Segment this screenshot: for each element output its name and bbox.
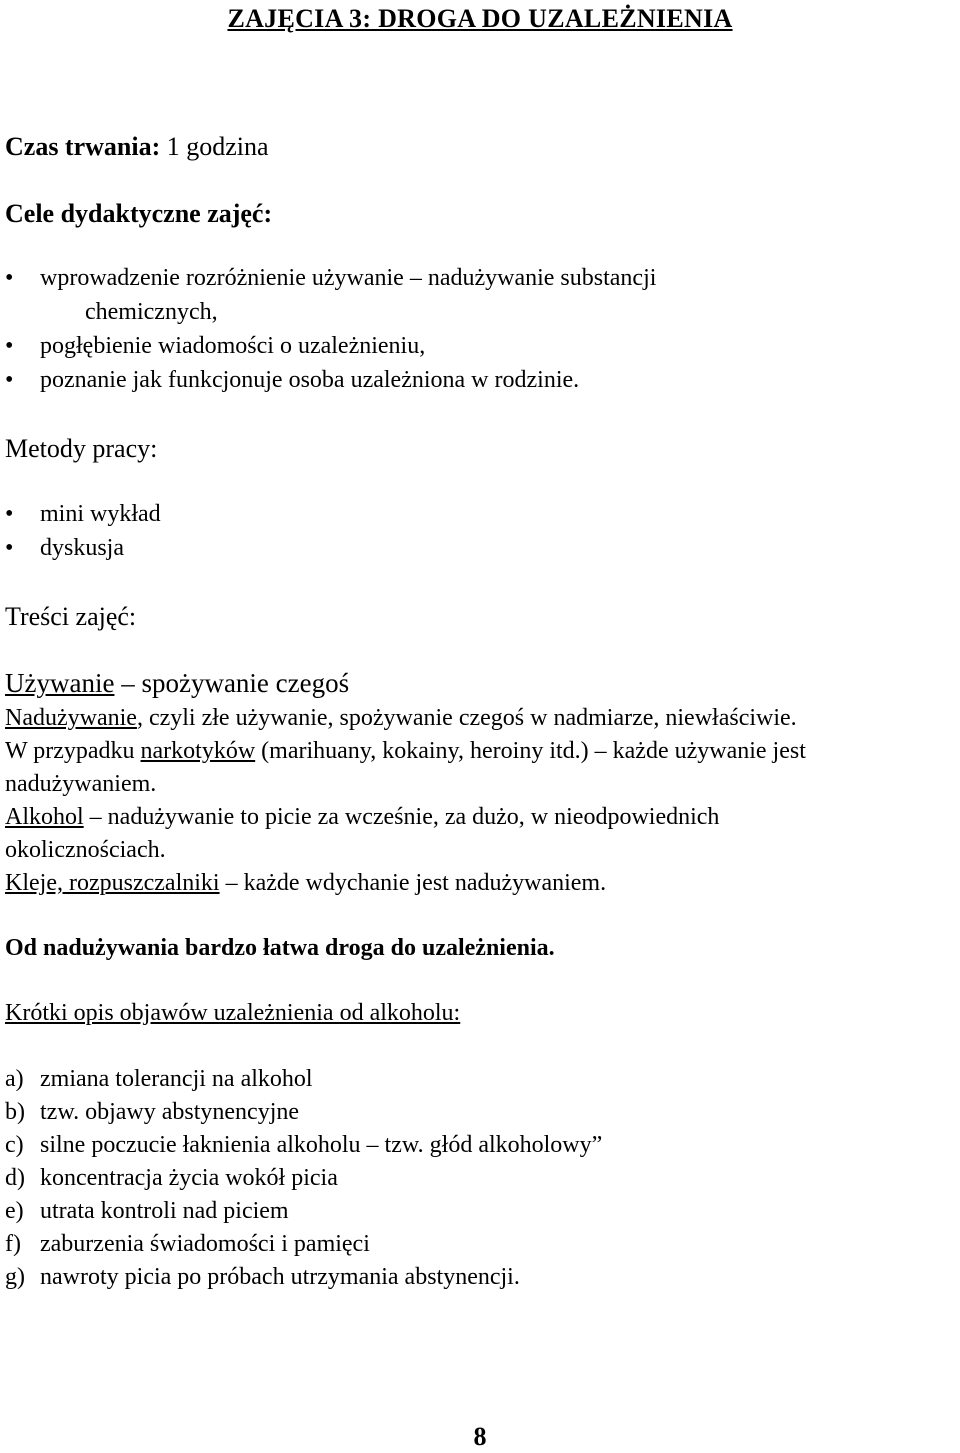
bullet-icon: • xyxy=(5,265,14,291)
list-marker: e) xyxy=(5,1198,24,1224)
symptom-text: utrata kontroli nad piciem xyxy=(40,1198,289,1224)
definition-line xyxy=(5,702,797,735)
definition-continuation: okolicznościach. xyxy=(5,837,166,863)
term: Alkohol xyxy=(5,804,84,830)
page-title: ZAJĘCIA 3: DROGA DO UZALEŻNIENIA xyxy=(227,4,733,33)
list-marker: a) xyxy=(5,1066,24,1092)
symptom-text: nawroty picia po próbach utrzymania abstynencji. xyxy=(40,1264,520,1290)
list-marker: f) xyxy=(5,1231,21,1257)
definition-line xyxy=(5,801,719,834)
bold-statement: Od nadużywania bardzo łatwa droga do uzależnienia. xyxy=(5,935,555,961)
list-marker: b) xyxy=(5,1099,25,1125)
term: narkotyków xyxy=(140,738,256,764)
duration-value: 1 godzina xyxy=(160,132,269,161)
goal-text: wprowadzenie rozróżnienie używanie – nadużywanie substancji xyxy=(40,265,657,291)
definition-line xyxy=(5,735,806,768)
term: Kleje, rozpuszczalniki xyxy=(5,870,220,896)
duration-label: Czas trwania: xyxy=(5,132,161,161)
definition-text: (marihuany, kokainy, heroiny itd.) – każde używanie jest xyxy=(255,738,806,764)
symptom-text: zmiana tolerancji na alkohol xyxy=(40,1066,313,1092)
method-text: dyskusja xyxy=(40,535,124,561)
goal-text: pogłębienie wiadomości o uzależnieniu, xyxy=(40,333,426,359)
symptom-text: tzw. objawy abstynencyjne xyxy=(40,1099,300,1125)
symptom-text: koncentracja życia wokół picia xyxy=(40,1165,338,1191)
definition-line xyxy=(5,867,606,900)
bullet-icon: • xyxy=(5,333,14,359)
definition-text: W przypadku xyxy=(5,738,141,764)
content-heading: Treści zajęć: xyxy=(5,602,137,631)
definition-text: , czyli złe używanie, spożywanie czegoś w nadmiarze, niewłaściwie. xyxy=(136,705,797,731)
symptom-text: silne poczucie łaknienia alkoholu – tzw. głód alkoholowy” xyxy=(40,1132,603,1158)
list-marker: c) xyxy=(5,1132,24,1158)
goals-heading: Cele dydaktyczne zajęć: xyxy=(5,199,273,228)
symptoms-heading: Krótki opis objawów uzależnienia od alkoholu: xyxy=(5,1000,461,1026)
goal-text: poznanie jak funkcjonuje osoba uzależniona w rodzinie. xyxy=(40,367,580,393)
goal-item-continuation: chemicznych, xyxy=(85,299,218,325)
definition-text: – każde wdychanie jest nadużywaniem. xyxy=(219,870,607,896)
definition-text: – nadużywanie to picie za wcześnie, za dużo, w nieodpowiednich xyxy=(83,804,720,830)
term: Nadużywanie xyxy=(5,705,137,731)
definition-continuation: nadużywaniem. xyxy=(5,771,157,797)
page-number: 8 xyxy=(473,1422,487,1451)
bullet-icon: • xyxy=(5,367,14,393)
term: Używanie xyxy=(5,668,115,698)
method-text: mini wykład xyxy=(40,501,161,527)
duration-line xyxy=(5,130,269,163)
definition-text: – spożywanie czegoś xyxy=(114,668,350,698)
list-marker: d) xyxy=(5,1165,25,1191)
symptom-text: zaburzenia świadomości i pamięci xyxy=(40,1231,370,1257)
definition-line xyxy=(5,667,349,700)
bullet-icon: • xyxy=(5,501,14,527)
list-marker: g) xyxy=(5,1264,25,1290)
bullet-icon: • xyxy=(5,535,14,561)
methods-heading: Metody pracy: xyxy=(5,434,158,463)
